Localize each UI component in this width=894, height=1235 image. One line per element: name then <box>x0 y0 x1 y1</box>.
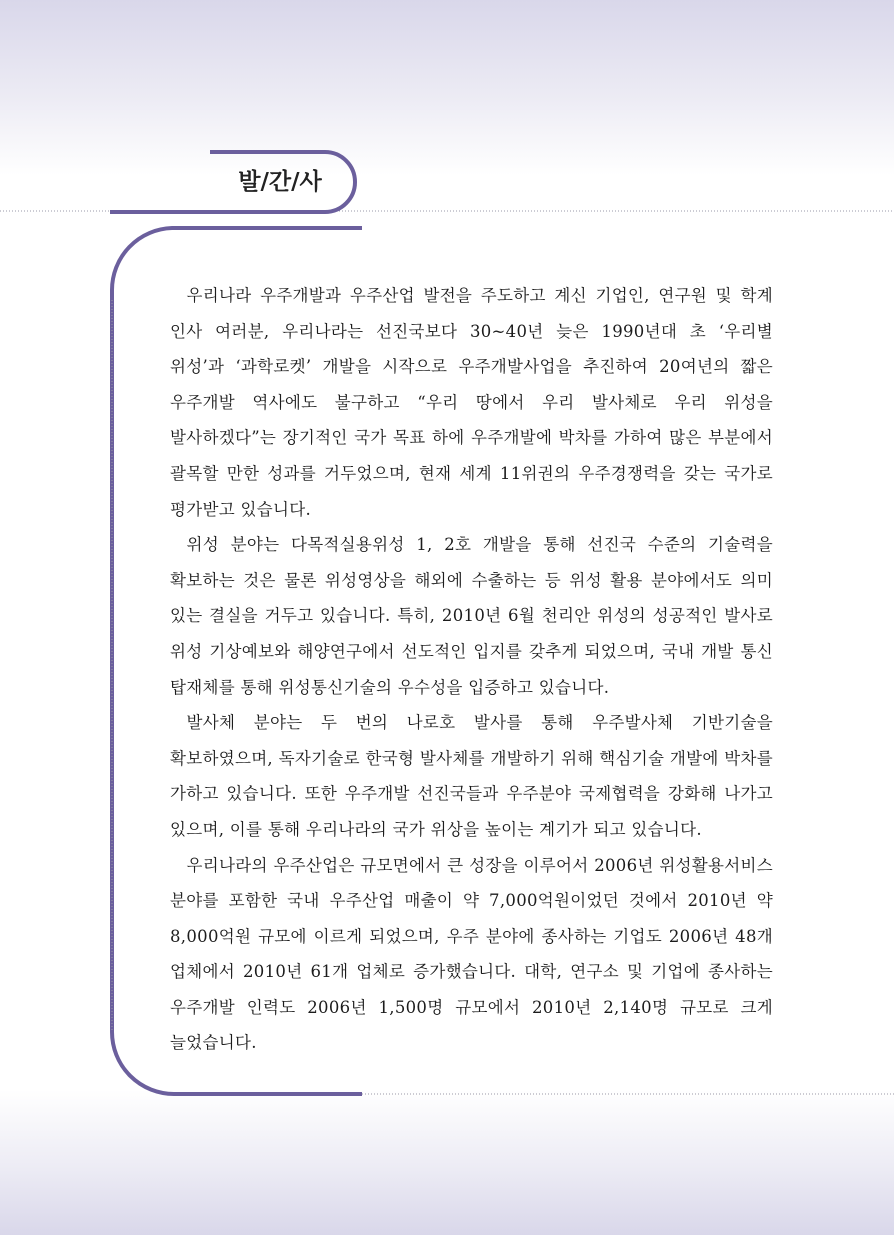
paragraph-2: 위성 분야는 다목적실용위성 1, 2호 개발을 통해 선진국 수준의 기술력을 확보하는 것은 물론 위성영상을 해외에 수출하는 등 위성 활용 분야에서도 의미 있는 결실을 거두고 있습니다. 특히, 2010년 6월 천리안 위성의 성공적인 발사로 위성 기상예보와 해양연구에서 선도적인 입지를 갖추게 되었으며, 국내 개발 통신 탑재체를 통해 위성통신기술의 우수성을 입증하고 있습니다. <box>170 535 773 697</box>
paragraph-4: 우리나라의 우주산업은 규모면에서 큰 성장을 이루어서 2006년 위성활용서비스 분야를 포함한 국내 우주산업 매출이 약 7,000억원이었던 것에서 2010년 약 8,000억원 규모에 이르게 되었으며, 우주 분야에 종사하는 기업도 2006년 48개 업체에서 2010년 61개 업체로 증가했습니다. 대학, 연구소 및 기업에 종사하는 우주개발 인력도 2006년 1,500명 규모에서 2010년 2,140명 규모로 크게 늘었습니다. <box>170 855 773 1053</box>
page-title: 발/간/사 <box>238 169 322 195</box>
body-text <box>170 278 773 1061</box>
paragraph-1: 우리나라 우주개발과 우주산업 발전을 주도하고 계신 기업인, 연구원 및 학계 인사 여러분, 우리나라는 선진국보다 30~40년 늦은 1990년대 초 ‘우리별 위성’과 ‘과학로켓’ 개발을 시작으로 우주개발사업을 추진하여 20여년의 짧은 우주개발 역사에도 불구하고 “우리 땅에서 우리 발사체로 우리 위성을 발사하겠다”는 장기적인 국가 목표 하에 우주개발에 박차를 가하여 많은 부분에서 괄목할 만한 성과를 거두었으며, 현재 세계 11위권의 우주경쟁력을 갖는 국가로 평가받고 있습니다. <box>170 286 773 519</box>
paragraph-3: 발사체 분야는 두 번의 나로호 발사를 통해 우주발사체 기반기술을 확보하였으며, 독자기술로 한국형 발사체를 개발하기 위해 핵심기술 개발에 박차를 가하고 있습니다. 또한 우주개발 선진국들과 우주분야 국제협력을 강화해 나가고 있으며, 이를 통해 우리나라의 국가 위상을 높이는 계기가 되고 있습니다. <box>170 713 773 839</box>
